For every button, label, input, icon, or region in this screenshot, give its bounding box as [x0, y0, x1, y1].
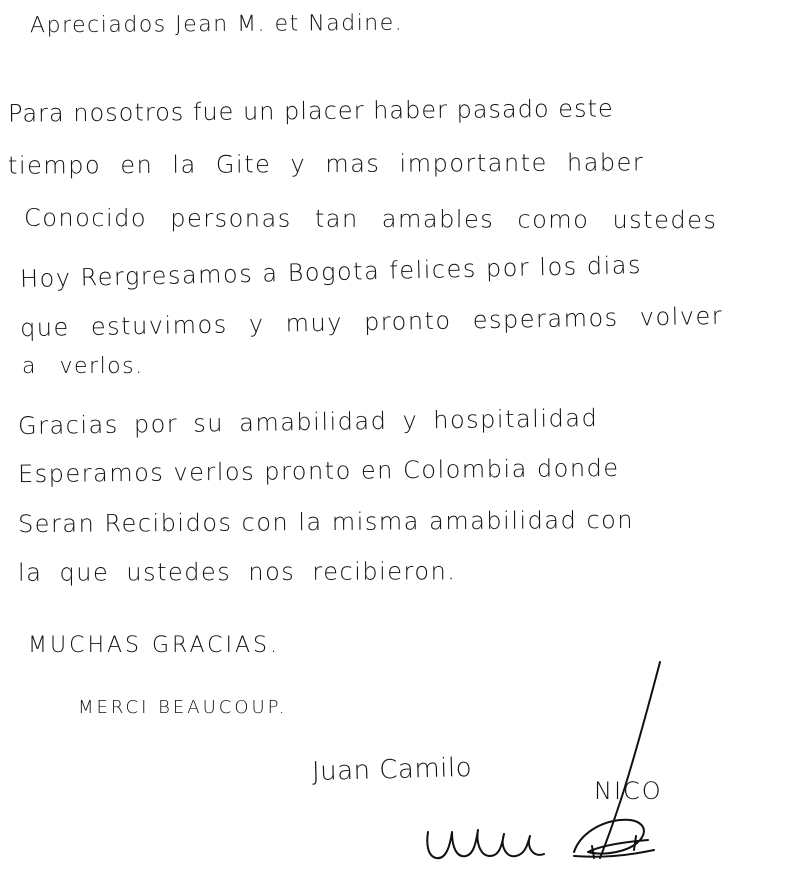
paragraph-2-line-1: Gracias por su amabilidad y hospitalidad: [17, 403, 599, 441]
paragraph-1-line-5: que estuvimos y muy pronto esperamos volver: [19, 301, 724, 343]
paragraph-1-line-2: tiempo en la Gite y mas importante haber: [7, 148, 645, 180]
signature-tick-1: [592, 846, 594, 858]
paragraph-2-line-4: la que ustedes nos recibieron.: [17, 557, 457, 587]
paragraph-2-line-3: Seran Recibidos con la misma amabilidad con: [17, 505, 635, 539]
signature-tick-2: [634, 836, 636, 850]
signature-underline: [574, 850, 654, 857]
closing-spanish: MUCHAS GRACIAS.: [28, 633, 280, 658]
paragraph-1-line-1: Para nosotros fue un placer haber pasado este: [7, 94, 614, 128]
closing-french: MERCI BEAUCOUP.: [78, 697, 288, 718]
signature-name-nico: NICO: [594, 777, 663, 805]
signature-swirl: [574, 820, 648, 854]
signature-scribble-cursive: [427, 830, 544, 858]
paragraph-1-line-4: Hoy Rergresamos a Bogota felices por los dias: [19, 250, 643, 294]
paragraph-1-line-6: a verlos.: [22, 354, 144, 379]
signature-diagonal-stroke: [600, 662, 660, 858]
paragraph-2-line-2: Esperamos verlos pronto en Colombia donde: [17, 453, 620, 489]
paragraph-1-line-3: Conocido personas tan amables como ustedes: [23, 203, 718, 235]
letter-greeting: Apreciados Jean M. et Nadine.: [29, 10, 404, 39]
signature-name-juan-camilo: Juan Camilo: [311, 752, 473, 788]
